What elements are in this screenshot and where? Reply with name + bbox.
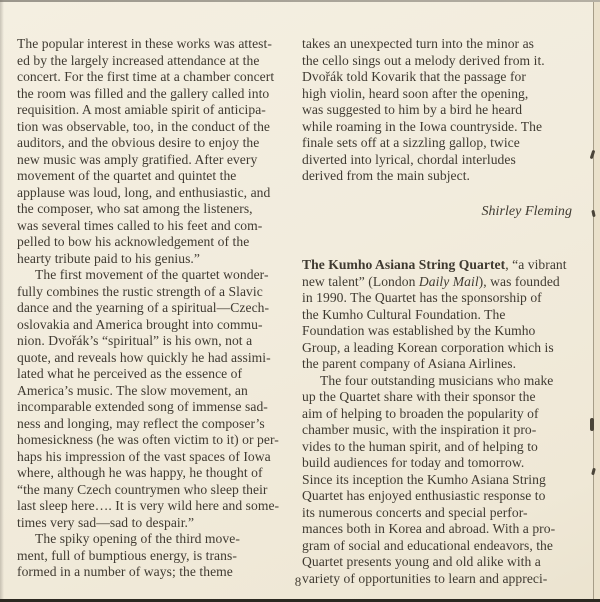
paragraph — [302, 36, 574, 185]
text-segment: ness and longing, may reflect the composer’s — [17, 415, 265, 431]
text-line — [17, 465, 293, 482]
text-line — [302, 422, 574, 439]
right-text-column — [302, 36, 574, 587]
text-line — [302, 307, 574, 324]
text-line — [17, 201, 293, 218]
text-segment: was suggested to him by a bird he heard — [302, 102, 523, 117]
text-line — [302, 488, 574, 505]
text-segment: The four outstanding musicians who make — [320, 372, 554, 388]
text-segment: movement of the quartet and quintet the — [17, 168, 237, 183]
paragraph — [302, 373, 574, 489]
text-segment: vides to the human spirit, and of helping to — [302, 438, 538, 454]
text-line — [302, 323, 574, 340]
text-line — [302, 102, 574, 119]
page-number: 8 — [294, 574, 302, 589]
text-line — [302, 69, 574, 86]
text-line — [17, 267, 293, 284]
text-segment: lated what he perceived as the essence of — [17, 366, 243, 381]
text-line — [302, 53, 574, 70]
text-line — [17, 168, 293, 185]
text-segment: variety of opportunities to learn and appreci- — [302, 570, 548, 586]
text-line — [17, 234, 293, 251]
text-line — [17, 317, 293, 334]
text-line — [302, 472, 574, 489]
text-segment: Group, a leading Korean corporation which is — [302, 339, 554, 355]
text-segment: diverted into lyrical, chordal interludes — [302, 151, 516, 167]
text-line — [17, 152, 293, 169]
text-segment: while roaming in the Iowa countryside. The — [302, 118, 543, 134]
text-segment: finale sets off at a sizzling gallop, twice — [302, 135, 520, 150]
text-line — [302, 554, 574, 571]
text-line — [17, 119, 293, 136]
text-line — [17, 383, 293, 400]
text-segment: ment, full of bumptious energy, is trans- — [17, 547, 237, 563]
text-segment: fully combines the rustic strength of a Slavic — [17, 283, 263, 299]
text-line — [302, 340, 574, 357]
scan-left-edge — [0, 0, 4, 602]
paragraph — [17, 267, 293, 531]
text-line — [17, 102, 293, 119]
text-line — [302, 538, 574, 555]
text-segment: dance and the yearning of a spiritual—Czech- — [17, 300, 270, 315]
text-segment: up the Quartet share with their sponsor the — [302, 389, 536, 404]
text-line — [17, 482, 293, 499]
text-segment: times very sad—sad to despair.” — [17, 514, 195, 530]
text-segment: the composer, who sat among the listeners, — [17, 201, 253, 216]
text-segment: Dvořák told Kovarik that the passage for — [302, 69, 526, 84]
text-segment: hearty tribute paid to his genius.” — [17, 250, 200, 266]
text-segment: homesickness (he was often victim to it) or per- — [17, 432, 279, 447]
italic-text: Daily Mail — [418, 273, 479, 289]
text-segment: concert. For the first time at a chamber concert — [17, 69, 275, 84]
text-segment: ed by the largely increased attendance at the — [17, 52, 260, 68]
text-line — [302, 389, 574, 406]
text-line — [17, 69, 293, 86]
text-line — [17, 53, 293, 70]
text-line — [302, 274, 574, 291]
text-line — [302, 455, 574, 472]
paragraph — [302, 257, 574, 373]
scan-top-edge — [0, 0, 600, 2]
text-line — [17, 333, 293, 350]
text-line — [302, 86, 574, 103]
text-segment: the parent company of Asiana Airlines. — [302, 356, 517, 371]
bold-text: The Kumho Asiana String Quartet — [302, 257, 506, 272]
text-line — [17, 498, 293, 515]
text-segment: requisition. A most amiable spirit of anticipa- — [17, 102, 266, 117]
byline — [302, 204, 574, 221]
text-line — [17, 135, 293, 152]
text-segment: Since its inception the Kumho Asiana String — [302, 471, 546, 487]
paragraph — [17, 531, 293, 581]
text-segment: quote, and reveals how quickly he had assimi- — [17, 349, 271, 365]
text-segment: takes an unexpected turn into the minor as — [302, 36, 534, 51]
text-segment: its numerous concerts and special perfor- — [302, 504, 528, 520]
text-segment: in 1990. The Quartet has the sponsorship of — [302, 290, 542, 305]
text-segment: new talent” (London — [302, 273, 419, 289]
text-segment: America’s music. The slow movement, an — [17, 382, 248, 398]
text-line — [17, 531, 293, 548]
text-segment: last sleep here…. It is very wild here and some- — [17, 498, 280, 513]
text-segment: ), was founded — [478, 273, 560, 289]
text-line — [17, 218, 293, 235]
text-line — [17, 432, 293, 449]
binding-stitch-mark — [590, 418, 594, 431]
text-segment: nion. Dvořák’s “spiritual” is his own, not a — [17, 333, 253, 348]
text-line — [17, 416, 293, 433]
text-segment: , “a vibrant — [505, 257, 567, 272]
text-segment: aim of helping to broaden the popularity of — [302, 405, 539, 421]
text-line — [302, 168, 574, 185]
text-segment: “the many Czech countrymen who sleep their — [17, 481, 268, 497]
text-line — [302, 119, 574, 136]
text-line — [17, 564, 293, 581]
text-segment: new music was amply gratified. After every — [17, 151, 258, 167]
text-line — [17, 284, 293, 301]
text-line — [302, 257, 574, 274]
text-segment: auditors, and the obvious desire to enjoy the — [17, 135, 260, 150]
text-segment: haps his impression of the vast spaces of Iowa — [17, 448, 271, 464]
text-line — [17, 185, 293, 202]
text-line — [17, 350, 293, 367]
text-segment: was several times called to his feet and com- — [17, 217, 263, 233]
text-line — [17, 399, 293, 416]
text-segment: the cello sings out a melody derived from it. — [302, 52, 545, 68]
text-line — [17, 449, 293, 466]
text-segment: The spiky opening of the third move- — [35, 531, 240, 546]
text-segment: the room was filled and the gallery called into — [17, 85, 270, 101]
text-segment: mances both in Korea and abroad. With a pro- — [302, 521, 556, 536]
text-line — [302, 571, 574, 588]
text-line — [302, 356, 574, 373]
text-line — [302, 152, 574, 169]
paper-edge-strip — [594, 2, 600, 599]
text-line — [302, 204, 572, 221]
text-segment: chamber music, with the inspiration it pro- — [302, 422, 537, 437]
text-segment: the Kumho Cultural Foundation. The — [302, 306, 506, 322]
text-segment: oslovakia and America brought into commu- — [17, 316, 263, 332]
text-segment: tion was observable, too, in the conduct of the — [17, 118, 271, 134]
text-segment: where, although he was happy, he thought of — [17, 465, 263, 480]
text-segment: Quartet has enjoyed enthusiastic response to — [302, 488, 546, 503]
paragraph — [17, 36, 293, 267]
text-segment: gram of social and educational endeavors, the — [302, 537, 553, 553]
text-line — [302, 406, 574, 423]
text-segment: formed in a number of ways; the theme — [17, 564, 233, 579]
text-line — [17, 548, 293, 565]
text-line — [17, 36, 293, 53]
text-segment: Quartet presents young and old alike with a — [302, 554, 541, 569]
text-line — [302, 505, 574, 522]
text-line — [302, 290, 574, 307]
text-segment: incomparable extended song of immense sad- — [17, 399, 268, 414]
paragraph — [302, 488, 574, 587]
text-line — [302, 135, 574, 152]
text-segment: Shirley Fleming — [481, 203, 572, 219]
text-line — [17, 86, 293, 103]
text-segment: high violin, heard soon after the opening, — [302, 85, 529, 101]
text-segment: pelled to bow his acknowledgement of the — [17, 234, 250, 249]
text-line — [302, 373, 574, 390]
text-segment: derived from the main subject. — [302, 168, 470, 183]
left-text-column — [17, 36, 293, 581]
text-line — [302, 36, 574, 53]
text-line — [17, 251, 293, 268]
text-line — [302, 521, 574, 538]
text-segment: applause was loud, long, and enthusiastic, and — [17, 184, 271, 200]
text-line — [17, 366, 293, 383]
text-line — [302, 439, 574, 456]
text-line — [17, 300, 293, 317]
text-segment: The first movement of the quartet wonder- — [35, 267, 269, 282]
text-line — [17, 515, 293, 532]
text-segment: Foundation was established by the Kumho — [302, 323, 536, 338]
text-segment: The popular interest in these works was attest- — [17, 36, 272, 51]
text-segment: build audiences for today and tomorrow. — [302, 455, 525, 470]
